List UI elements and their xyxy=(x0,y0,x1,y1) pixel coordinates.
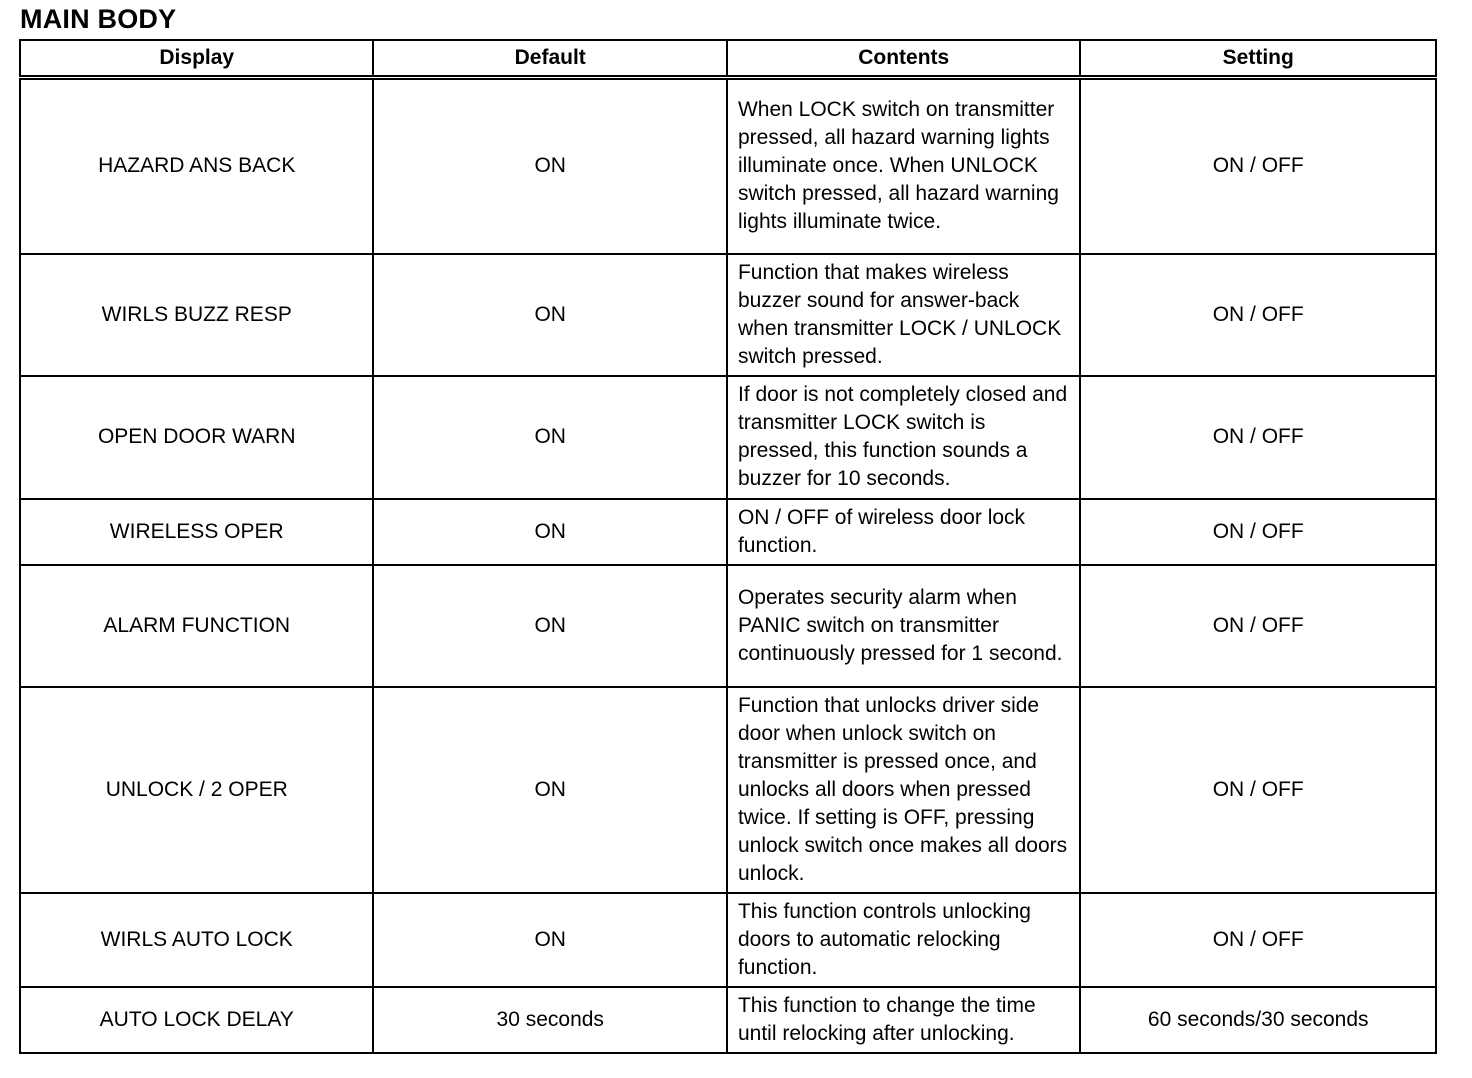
cell-default: ON xyxy=(373,687,726,893)
cell-display: ALARM FUNCTION xyxy=(20,565,373,687)
column-header-contents: Contents xyxy=(727,40,1080,78)
cell-display: UNLOCK / 2 OPER xyxy=(20,687,373,893)
cell-default: ON xyxy=(373,565,726,687)
cell-contents: Operates security alarm when PANIC switch on transmitter continuously pressed for 1 second. xyxy=(727,565,1080,687)
table-row xyxy=(20,78,1436,254)
cell-display: HAZARD ANS BACK xyxy=(20,78,373,254)
cell-display: AUTO LOCK DELAY xyxy=(20,987,373,1053)
cell-default: ON xyxy=(373,499,726,565)
table-row xyxy=(20,376,1436,499)
cell-setting: ON / OFF xyxy=(1080,376,1436,499)
cell-setting: ON / OFF xyxy=(1080,565,1436,687)
cell-display: OPEN DOOR WARN xyxy=(20,376,373,499)
column-header-setting: Setting xyxy=(1080,40,1436,78)
cell-display: WIRLS AUTO LOCK xyxy=(20,893,373,987)
cell-setting: ON / OFF xyxy=(1080,254,1436,376)
cell-display: WIRLS BUZZ RESP xyxy=(20,254,373,376)
cell-setting: ON / OFF xyxy=(1080,499,1436,565)
column-header-default: Default xyxy=(373,40,726,78)
cell-setting: 60 seconds/30 seconds xyxy=(1080,987,1436,1053)
cell-default: ON xyxy=(373,254,726,376)
cell-display: WIRELESS OPER xyxy=(20,499,373,565)
table-row xyxy=(20,565,1436,687)
cell-contents: Function that makes wireless buzzer sound for answer-back when transmitter LOCK / UNLOCK switch pressed. xyxy=(727,254,1080,376)
table-row xyxy=(20,499,1436,565)
cell-contents: ON / OFF of wireless door lock function. xyxy=(727,499,1080,565)
table-row xyxy=(20,987,1436,1053)
table-row xyxy=(20,687,1436,893)
table-header-row xyxy=(20,40,1436,78)
cell-contents: When LOCK switch on transmitter pressed, all hazard warning lights illuminate once. When UNLOCK switch pressed, all hazard warning lights illuminate twice. xyxy=(727,78,1080,254)
cell-setting: ON / OFF xyxy=(1080,78,1436,254)
section-title: MAIN BODY xyxy=(20,4,177,34)
cell-default: ON xyxy=(373,376,726,499)
settings-table xyxy=(19,39,1437,1054)
cell-default: ON xyxy=(373,78,726,254)
column-header-display: Display xyxy=(20,40,373,78)
cell-contents: Function that unlocks driver side door when unlock switch on transmitter is pressed once, and unlocks all doors when pressed twice. If setting is OFF, pressing unlock switch once makes all doors unlock. xyxy=(727,687,1080,893)
cell-default: ON xyxy=(373,893,726,987)
table-row xyxy=(20,893,1436,987)
cell-setting: ON / OFF xyxy=(1080,687,1436,893)
cell-contents: This function to change the time until relocking after unlocking. xyxy=(727,987,1080,1053)
cell-contents: If door is not completely closed and transmitter LOCK switch is pressed, this function sounds a buzzer for 10 seconds. xyxy=(727,376,1080,499)
cell-setting: ON / OFF xyxy=(1080,893,1436,987)
table-row xyxy=(20,254,1436,376)
cell-contents: This function controls unlocking doors to automatic relocking function. xyxy=(727,893,1080,987)
cell-default: 30 seconds xyxy=(373,987,726,1053)
